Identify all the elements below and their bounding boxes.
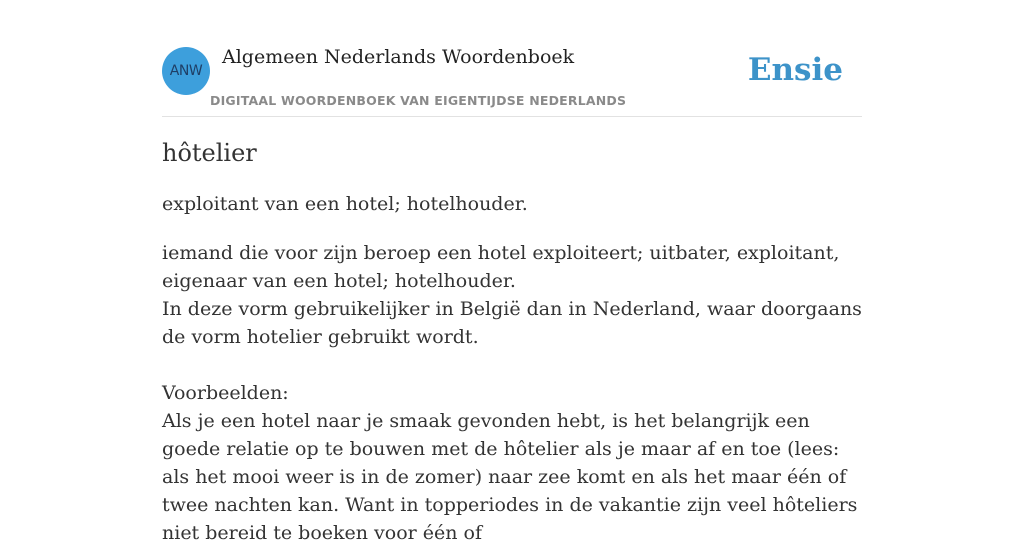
short-definition: exploitant van een hotel; hotelhouder. xyxy=(162,193,528,215)
description-paragraph: iemand die voor zijn beroep een hotel exploiteert; uitbater, exploitant, eigenaar van een hotel; hotelhouder. xyxy=(162,242,840,292)
site-header xyxy=(162,0,862,117)
logo-text: ANW xyxy=(169,63,203,79)
site-subtitle: DIGITAAL WOORDENBOEK VAN EIGENTIJDSE NEDERLANDS xyxy=(210,93,627,108)
page-title: hôtelier xyxy=(162,139,257,167)
usage-note: In deze vorm gebruikelijker in België dan in Nederland, waar doorgaans de vorm hotelier gebruikt wordt. xyxy=(162,298,862,348)
examples-label: Voorbeelden: xyxy=(162,382,289,404)
entry-description xyxy=(162,239,862,547)
page xyxy=(162,0,862,544)
example-text: Als je een hotel naar je smaak gevonden hebt, is het belangrijk een goede relatie op te bouwen met de hôtelier als je maar af en toe (lees: als het mooi weer is in de zomer) naar zee komt en als het maar één of twee nachten kan. Want in topperiodes in de vakantie zijn veel hôteliers niet bereid te boeken voor één of xyxy=(162,410,858,544)
site-title[interactable]: Algemeen Nederlands Woordenboek xyxy=(222,46,575,68)
paragraph-spacer xyxy=(162,351,862,379)
ensie-brand-link[interactable]: Ensie xyxy=(747,52,843,88)
anw-logo[interactable] xyxy=(162,47,210,95)
